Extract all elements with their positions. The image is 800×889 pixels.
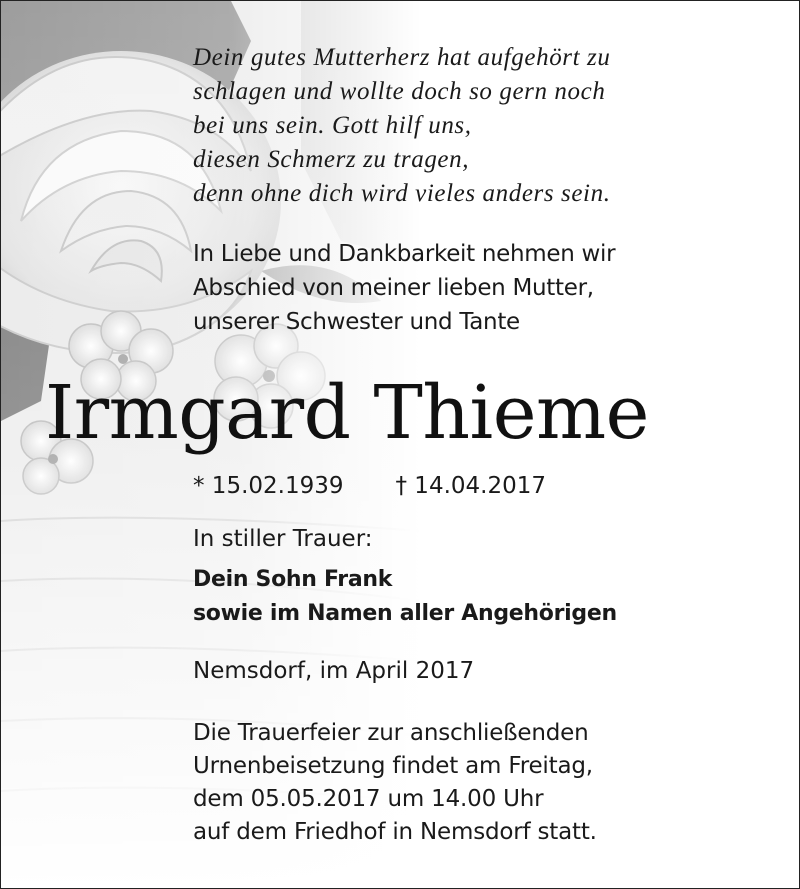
intro-line: In Liebe und Dankbarkeit nehmen wir (193, 241, 616, 267)
life-dates (193, 469, 779, 503)
intro-text (193, 237, 779, 339)
signer-line: Dein Sohn Frank (193, 567, 393, 592)
verse-line: denn ohne dich wird vieles anders sein. (193, 180, 611, 207)
verse-line: Dein gutes Mutterherz hat aufgehört zu (193, 44, 611, 71)
service-line: Urnenbeisetzung findet am Freitag, (193, 753, 593, 779)
intro-line: unserer Schwester und Tante (193, 309, 520, 335)
service-line: dem 05.05.2017 um 14.00 Uhr (193, 786, 544, 812)
service-line: auf dem Friedhof in Nemsdorf statt. (193, 819, 597, 845)
verse-line: diesen Schmerz zu tragen, (193, 146, 470, 173)
funeral-service-info (193, 717, 779, 849)
service-line: Die Trauerfeier zur anschließenden (193, 720, 589, 746)
signers (193, 563, 779, 631)
intro-line: Abschied von meiner lieben Mutter, (193, 275, 594, 301)
mourning-heading: In stiller Trauer: (193, 526, 373, 552)
place-date: Nemsdorf, im April 2017 (193, 658, 475, 684)
verse (193, 41, 779, 211)
verse-line: schlagen und wollte doch so gern noch (193, 78, 606, 105)
signer-line: sowie im Namen aller Angehörigen (193, 601, 617, 626)
birth-date: * 15.02.1939 (193, 473, 344, 499)
verse-line: bei uns sein. Gott hilf uns, (193, 112, 472, 139)
deceased-name: Irmgard Thieme (45, 370, 649, 456)
death-date: † 14.04.2017 (395, 473, 546, 499)
